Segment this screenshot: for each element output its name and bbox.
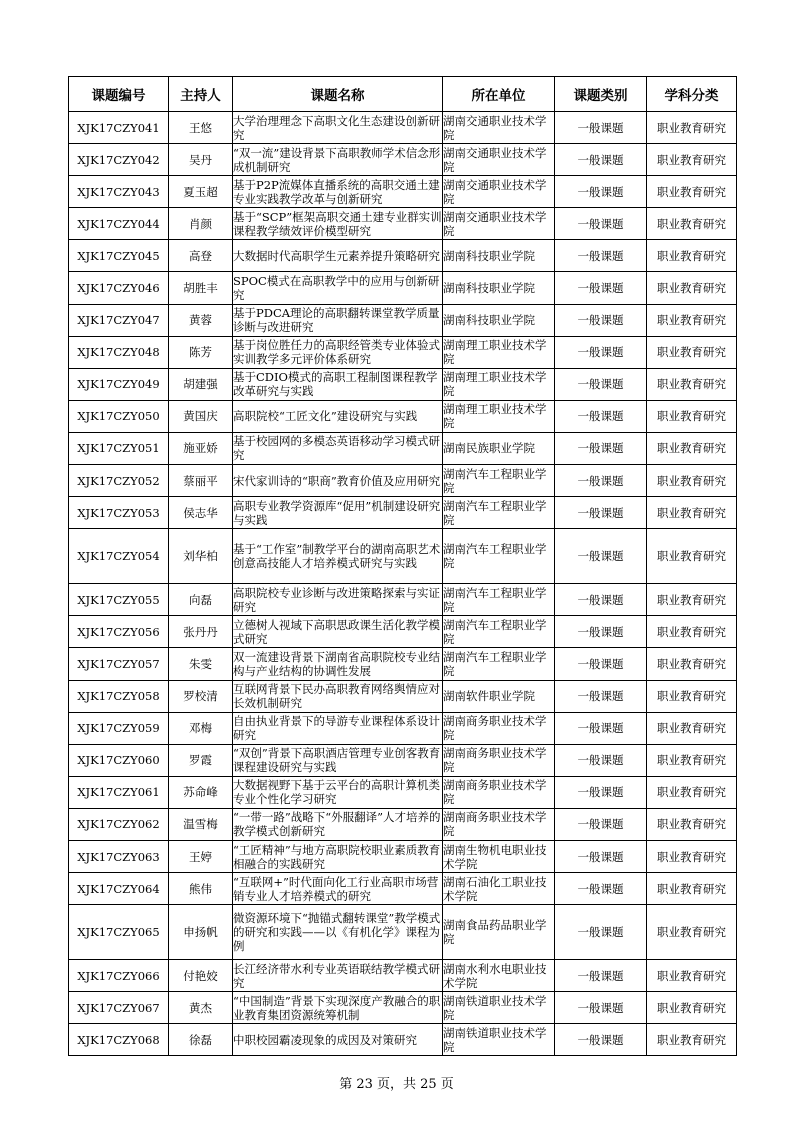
project-type-cell: 一般课题 [555, 465, 647, 497]
header-host: 主持人 [169, 77, 233, 112]
table-row [69, 744, 737, 776]
unit-cell: 湖南理工职业技术学院 [443, 368, 555, 400]
subject-cell: 职业教育研究 [647, 272, 737, 304]
project-code-cell: XJK17CZY054 [69, 529, 169, 584]
project-type-cell: 一般课题 [555, 584, 647, 616]
project-title-cell: 微资源环境下“抛锚式翻转课堂”教学模式的研究和实践——以《有机化学》课程为例 [233, 905, 443, 960]
subject-cell: 职业教育研究 [647, 304, 737, 336]
project-title-cell: “工匠精神”与地方高职院校职业素质教育相融合的实践研究 [233, 840, 443, 872]
host-cell: 黄蓉 [169, 304, 233, 336]
unit-cell: 湖南商务职业技术学院 [443, 744, 555, 776]
project-code-cell: XJK17CZY052 [69, 465, 169, 497]
unit-cell: 湖南商务职业技术学院 [443, 808, 555, 840]
project-title-cell: 中职校园霸凌现象的成因及对策研究 [233, 1024, 443, 1056]
host-cell: 刘华柏 [169, 529, 233, 584]
project-title-cell: 高职院校专业诊断与改进策略探索与实证研究 [233, 584, 443, 616]
project-code-cell: XJK17CZY053 [69, 497, 169, 529]
project-code-cell: XJK17CZY044 [69, 208, 169, 240]
project-code-cell: XJK17CZY055 [69, 584, 169, 616]
table-row [69, 584, 737, 616]
project-title-cell: 立德树人视域下高职思政课生活化教学模式研究 [233, 616, 443, 648]
project-title-cell: 基于校园网的多模态英语移动学习模式研究 [233, 432, 443, 464]
project-code-cell: XJK17CZY043 [69, 176, 169, 208]
project-type-cell: 一般课题 [555, 432, 647, 464]
subject-cell: 职业教育研究 [647, 144, 737, 176]
table-row [69, 776, 737, 808]
project-type-cell: 一般课题 [555, 144, 647, 176]
project-title-cell: 高职专业教学资源库“促用”机制建设研究与实践 [233, 497, 443, 529]
project-title-cell: 双一流建设背景下湖南省高职院校专业结构与产业结构的协调性发展 [233, 648, 443, 680]
project-type-cell: 一般课题 [555, 744, 647, 776]
host-cell: 高登 [169, 240, 233, 272]
subject-cell: 职业教育研究 [647, 680, 737, 712]
project-title-cell: 大学治理理念下高职文化生态建设创新研究 [233, 112, 443, 144]
table-row [69, 336, 737, 368]
project-type-cell: 一般课题 [555, 873, 647, 905]
project-title-cell: 互联网背景下民办高职教育网络舆情应对长效机制研究 [233, 680, 443, 712]
project-table [68, 76, 737, 1056]
project-code-cell: XJK17CZY049 [69, 368, 169, 400]
project-type-cell: 一般课题 [555, 529, 647, 584]
unit-cell: 湖南汽车工程职业学院 [443, 465, 555, 497]
project-type-cell: 一般课题 [555, 712, 647, 744]
project-code-cell: XJK17CZY061 [69, 776, 169, 808]
host-cell: 熊伟 [169, 873, 233, 905]
header-title: 课题名称 [233, 77, 443, 112]
unit-cell: 湖南交通职业技术学院 [443, 208, 555, 240]
unit-cell: 湖南石油化工职业技术学院 [443, 873, 555, 905]
host-cell: 向磊 [169, 584, 233, 616]
project-type-cell: 一般课题 [555, 776, 647, 808]
header-code: 课题编号 [69, 77, 169, 112]
project-code-cell: XJK17CZY048 [69, 336, 169, 368]
table-row [69, 176, 737, 208]
project-code-cell: XJK17CZY065 [69, 905, 169, 960]
host-cell: 朱雯 [169, 648, 233, 680]
project-code-cell: XJK17CZY060 [69, 744, 169, 776]
table-row [69, 432, 737, 464]
subject-cell: 职业教育研究 [647, 840, 737, 872]
host-cell: 陈芳 [169, 336, 233, 368]
host-cell: 罗霞 [169, 744, 233, 776]
project-title-cell: 基于CDIO模式的高职工程制图课程教学改革研究与实践 [233, 368, 443, 400]
header-row [69, 77, 737, 112]
table-row [69, 616, 737, 648]
project-title-cell: 自由执业背景下的导游专业课程体系设计研究 [233, 712, 443, 744]
table-row [69, 208, 737, 240]
project-type-cell: 一般课题 [555, 840, 647, 872]
subject-cell: 职业教育研究 [647, 992, 737, 1024]
table-row [69, 808, 737, 840]
unit-cell: 湖南汽车工程职业学院 [443, 529, 555, 584]
project-code-cell: XJK17CZY066 [69, 960, 169, 992]
host-cell: 夏玉超 [169, 176, 233, 208]
host-cell: 黄杰 [169, 992, 233, 1024]
project-title-cell: 宋代家训诗的“职商”教育价值及应用研究 [233, 465, 443, 497]
host-cell: 胡胜丰 [169, 272, 233, 304]
table-row [69, 1024, 737, 1056]
project-title-cell: 基于PDCA理论的高职翻转课堂教学质量诊断与改进研究 [233, 304, 443, 336]
project-code-cell: XJK17CZY041 [69, 112, 169, 144]
host-cell: 施亚娇 [169, 432, 233, 464]
table-row [69, 992, 737, 1024]
host-cell: 侯志华 [169, 497, 233, 529]
unit-cell: 湖南交通职业技术学院 [443, 112, 555, 144]
unit-cell: 湖南商务职业技术学院 [443, 776, 555, 808]
unit-cell: 湖南交通职业技术学院 [443, 176, 555, 208]
host-cell: 胡建强 [169, 368, 233, 400]
subject-cell: 职业教育研究 [647, 400, 737, 432]
page-footer: 第 23 页，共 25 页 [339, 1077, 454, 1092]
project-type-cell: 一般课题 [555, 208, 647, 240]
project-title-cell: 高职院校“工匠文化”建设研究与实践 [233, 400, 443, 432]
unit-cell: 湖南交通职业技术学院 [443, 144, 555, 176]
table-row [69, 529, 737, 584]
project-code-cell: XJK17CZY062 [69, 808, 169, 840]
host-cell: 付艳姣 [169, 960, 233, 992]
subject-cell: 职业教育研究 [647, 960, 737, 992]
project-title-cell: “双创”背景下高职酒店管理专业创客教育课程建设研究与实践 [233, 744, 443, 776]
unit-cell: 湖南水利水电职业技术学院 [443, 960, 555, 992]
unit-cell: 湖南理工职业技术学院 [443, 400, 555, 432]
host-cell: 张丹丹 [169, 616, 233, 648]
project-type-cell: 一般课题 [555, 905, 647, 960]
subject-cell: 职业教育研究 [647, 712, 737, 744]
host-cell: 吴丹 [169, 144, 233, 176]
project-type-cell: 一般课题 [555, 400, 647, 432]
project-type-cell: 一般课题 [555, 304, 647, 336]
project-type-cell: 一般课题 [555, 680, 647, 712]
subject-cell: 职业教育研究 [647, 744, 737, 776]
subject-cell: 职业教育研究 [647, 648, 737, 680]
unit-cell: 湖南食品药品职业学院 [443, 905, 555, 960]
project-code-cell: XJK17CZY056 [69, 616, 169, 648]
unit-cell: 湖南汽车工程职业学院 [443, 648, 555, 680]
table-row [69, 272, 737, 304]
subject-cell: 职业教育研究 [647, 584, 737, 616]
project-code-cell: XJK17CZY042 [69, 144, 169, 176]
unit-cell: 湖南科技职业学院 [443, 304, 555, 336]
subject-cell: 职业教育研究 [647, 529, 737, 584]
unit-cell: 湖南民族职业学院 [443, 432, 555, 464]
project-type-cell: 一般课题 [555, 648, 647, 680]
project-type-cell: 一般课题 [555, 960, 647, 992]
host-cell: 蔡丽平 [169, 465, 233, 497]
subject-cell: 职业教育研究 [647, 873, 737, 905]
table-row [69, 680, 737, 712]
subject-cell: 职业教育研究 [647, 368, 737, 400]
table-row [69, 497, 737, 529]
project-code-cell: XJK17CZY063 [69, 840, 169, 872]
host-cell: 黄国庆 [169, 400, 233, 432]
subject-cell: 职业教育研究 [647, 497, 737, 529]
unit-cell: 湖南理工职业技术学院 [443, 336, 555, 368]
subject-cell: 职业教育研究 [647, 208, 737, 240]
table-row [69, 368, 737, 400]
project-code-cell: XJK17CZY064 [69, 873, 169, 905]
host-cell: 罗校清 [169, 680, 233, 712]
project-title-cell: 基于P2P流媒体直播系统的高职交通土建专业实践教学改革与创新研究 [233, 176, 443, 208]
project-type-cell: 一般课题 [555, 992, 647, 1024]
project-title-cell: 大数据视野下基于云平台的高职计算机类专业个性化学习研究 [233, 776, 443, 808]
unit-cell: 湖南商务职业技术学院 [443, 712, 555, 744]
project-type-cell: 一般课题 [555, 368, 647, 400]
project-title-cell: “双一流”建设背景下高职教师学术信念形成机制研究 [233, 144, 443, 176]
table-row [69, 144, 737, 176]
subject-cell: 职业教育研究 [647, 432, 737, 464]
subject-cell: 职业教育研究 [647, 616, 737, 648]
unit-cell: 湖南铁道职业技术学院 [443, 992, 555, 1024]
project-type-cell: 一般课题 [555, 240, 647, 272]
project-code-cell: XJK17CZY047 [69, 304, 169, 336]
unit-cell: 湖南汽车工程职业学院 [443, 497, 555, 529]
project-type-cell: 一般课题 [555, 112, 647, 144]
project-code-cell: XJK17CZY050 [69, 400, 169, 432]
host-cell: 徐磊 [169, 1024, 233, 1056]
project-code-cell: XJK17CZY057 [69, 648, 169, 680]
project-code-cell: XJK17CZY068 [69, 1024, 169, 1056]
subject-cell: 职业教育研究 [647, 808, 737, 840]
table-row [69, 648, 737, 680]
host-cell: 申扬帆 [169, 905, 233, 960]
subject-cell: 职业教育研究 [647, 176, 737, 208]
project-code-cell: XJK17CZY045 [69, 240, 169, 272]
unit-cell: 湖南汽车工程职业学院 [443, 616, 555, 648]
host-cell: 王婷 [169, 840, 233, 872]
project-type-cell: 一般课题 [555, 336, 647, 368]
project-type-cell: 一般课题 [555, 616, 647, 648]
project-title-cell: 基于“SCP”框架高职交通土建专业群实训课程教学绩效评价模型研究 [233, 208, 443, 240]
unit-cell: 湖南汽车工程职业学院 [443, 584, 555, 616]
table-row [69, 840, 737, 872]
project-title-cell: “中国制造”背景下实现深度产教融合的职业教育集团资源统筹机制 [233, 992, 443, 1024]
project-code-cell: XJK17CZY051 [69, 432, 169, 464]
header-subject: 学科分类 [647, 77, 737, 112]
project-title-cell: 基于“工作室”制教学平台的湖南高职艺术创意高技能人才培养模式研究与实践 [233, 529, 443, 584]
host-cell: 王悠 [169, 112, 233, 144]
table-row [69, 304, 737, 336]
project-type-cell: 一般课题 [555, 808, 647, 840]
table-row [69, 240, 737, 272]
project-code-cell: XJK17CZY067 [69, 992, 169, 1024]
unit-cell: 湖南科技职业学院 [443, 272, 555, 304]
subject-cell: 职业教育研究 [647, 465, 737, 497]
project-type-cell: 一般课题 [555, 497, 647, 529]
project-title-cell: SPOC模式在高职教学中的应用与创新研究 [233, 272, 443, 304]
project-code-cell: XJK17CZY058 [69, 680, 169, 712]
subject-cell: 职业教育研究 [647, 1024, 737, 1056]
table-row [69, 465, 737, 497]
table-row [69, 873, 737, 905]
project-title-cell: “一带一路”战略下“外服翻译”人才培养的教学模式创新研究 [233, 808, 443, 840]
subject-cell: 职业教育研究 [647, 905, 737, 960]
project-type-cell: 一般课题 [555, 1024, 647, 1056]
unit-cell: 湖南软件职业学院 [443, 680, 555, 712]
host-cell: 邓梅 [169, 712, 233, 744]
unit-cell: 湖南科技职业学院 [443, 240, 555, 272]
unit-cell: 湖南生物机电职业技术学院 [443, 840, 555, 872]
subject-cell: 职业教育研究 [647, 776, 737, 808]
table-row [69, 905, 737, 960]
unit-cell: 湖南铁道职业技术学院 [443, 1024, 555, 1056]
table-body [69, 112, 737, 1056]
table-row [69, 960, 737, 992]
host-cell: 温雪梅 [169, 808, 233, 840]
host-cell: 苏命峰 [169, 776, 233, 808]
subject-cell: 职业教育研究 [647, 240, 737, 272]
header-type: 课题类别 [555, 77, 647, 112]
project-code-cell: XJK17CZY046 [69, 272, 169, 304]
table-row [69, 400, 737, 432]
host-cell: 肖颜 [169, 208, 233, 240]
project-code-cell: XJK17CZY059 [69, 712, 169, 744]
table-row [69, 112, 737, 144]
table-row [69, 712, 737, 744]
subject-cell: 职业教育研究 [647, 112, 737, 144]
project-type-cell: 一般课题 [555, 272, 647, 304]
project-type-cell: 一般课题 [555, 176, 647, 208]
project-title-cell: 大数据时代高职学生元素养提升策略研究 [233, 240, 443, 272]
subject-cell: 职业教育研究 [647, 336, 737, 368]
project-title-cell: “互联网+”时代面向化工行业高职市场营销专业人才培养模式的研究 [233, 873, 443, 905]
project-title-cell: 长江经济带水利专业英语联结教学模式研究 [233, 960, 443, 992]
header-unit: 所在单位 [443, 77, 555, 112]
project-title-cell: 基于岗位胜任力的高职经管类专业体验式实训教学多元评价体系研究 [233, 336, 443, 368]
